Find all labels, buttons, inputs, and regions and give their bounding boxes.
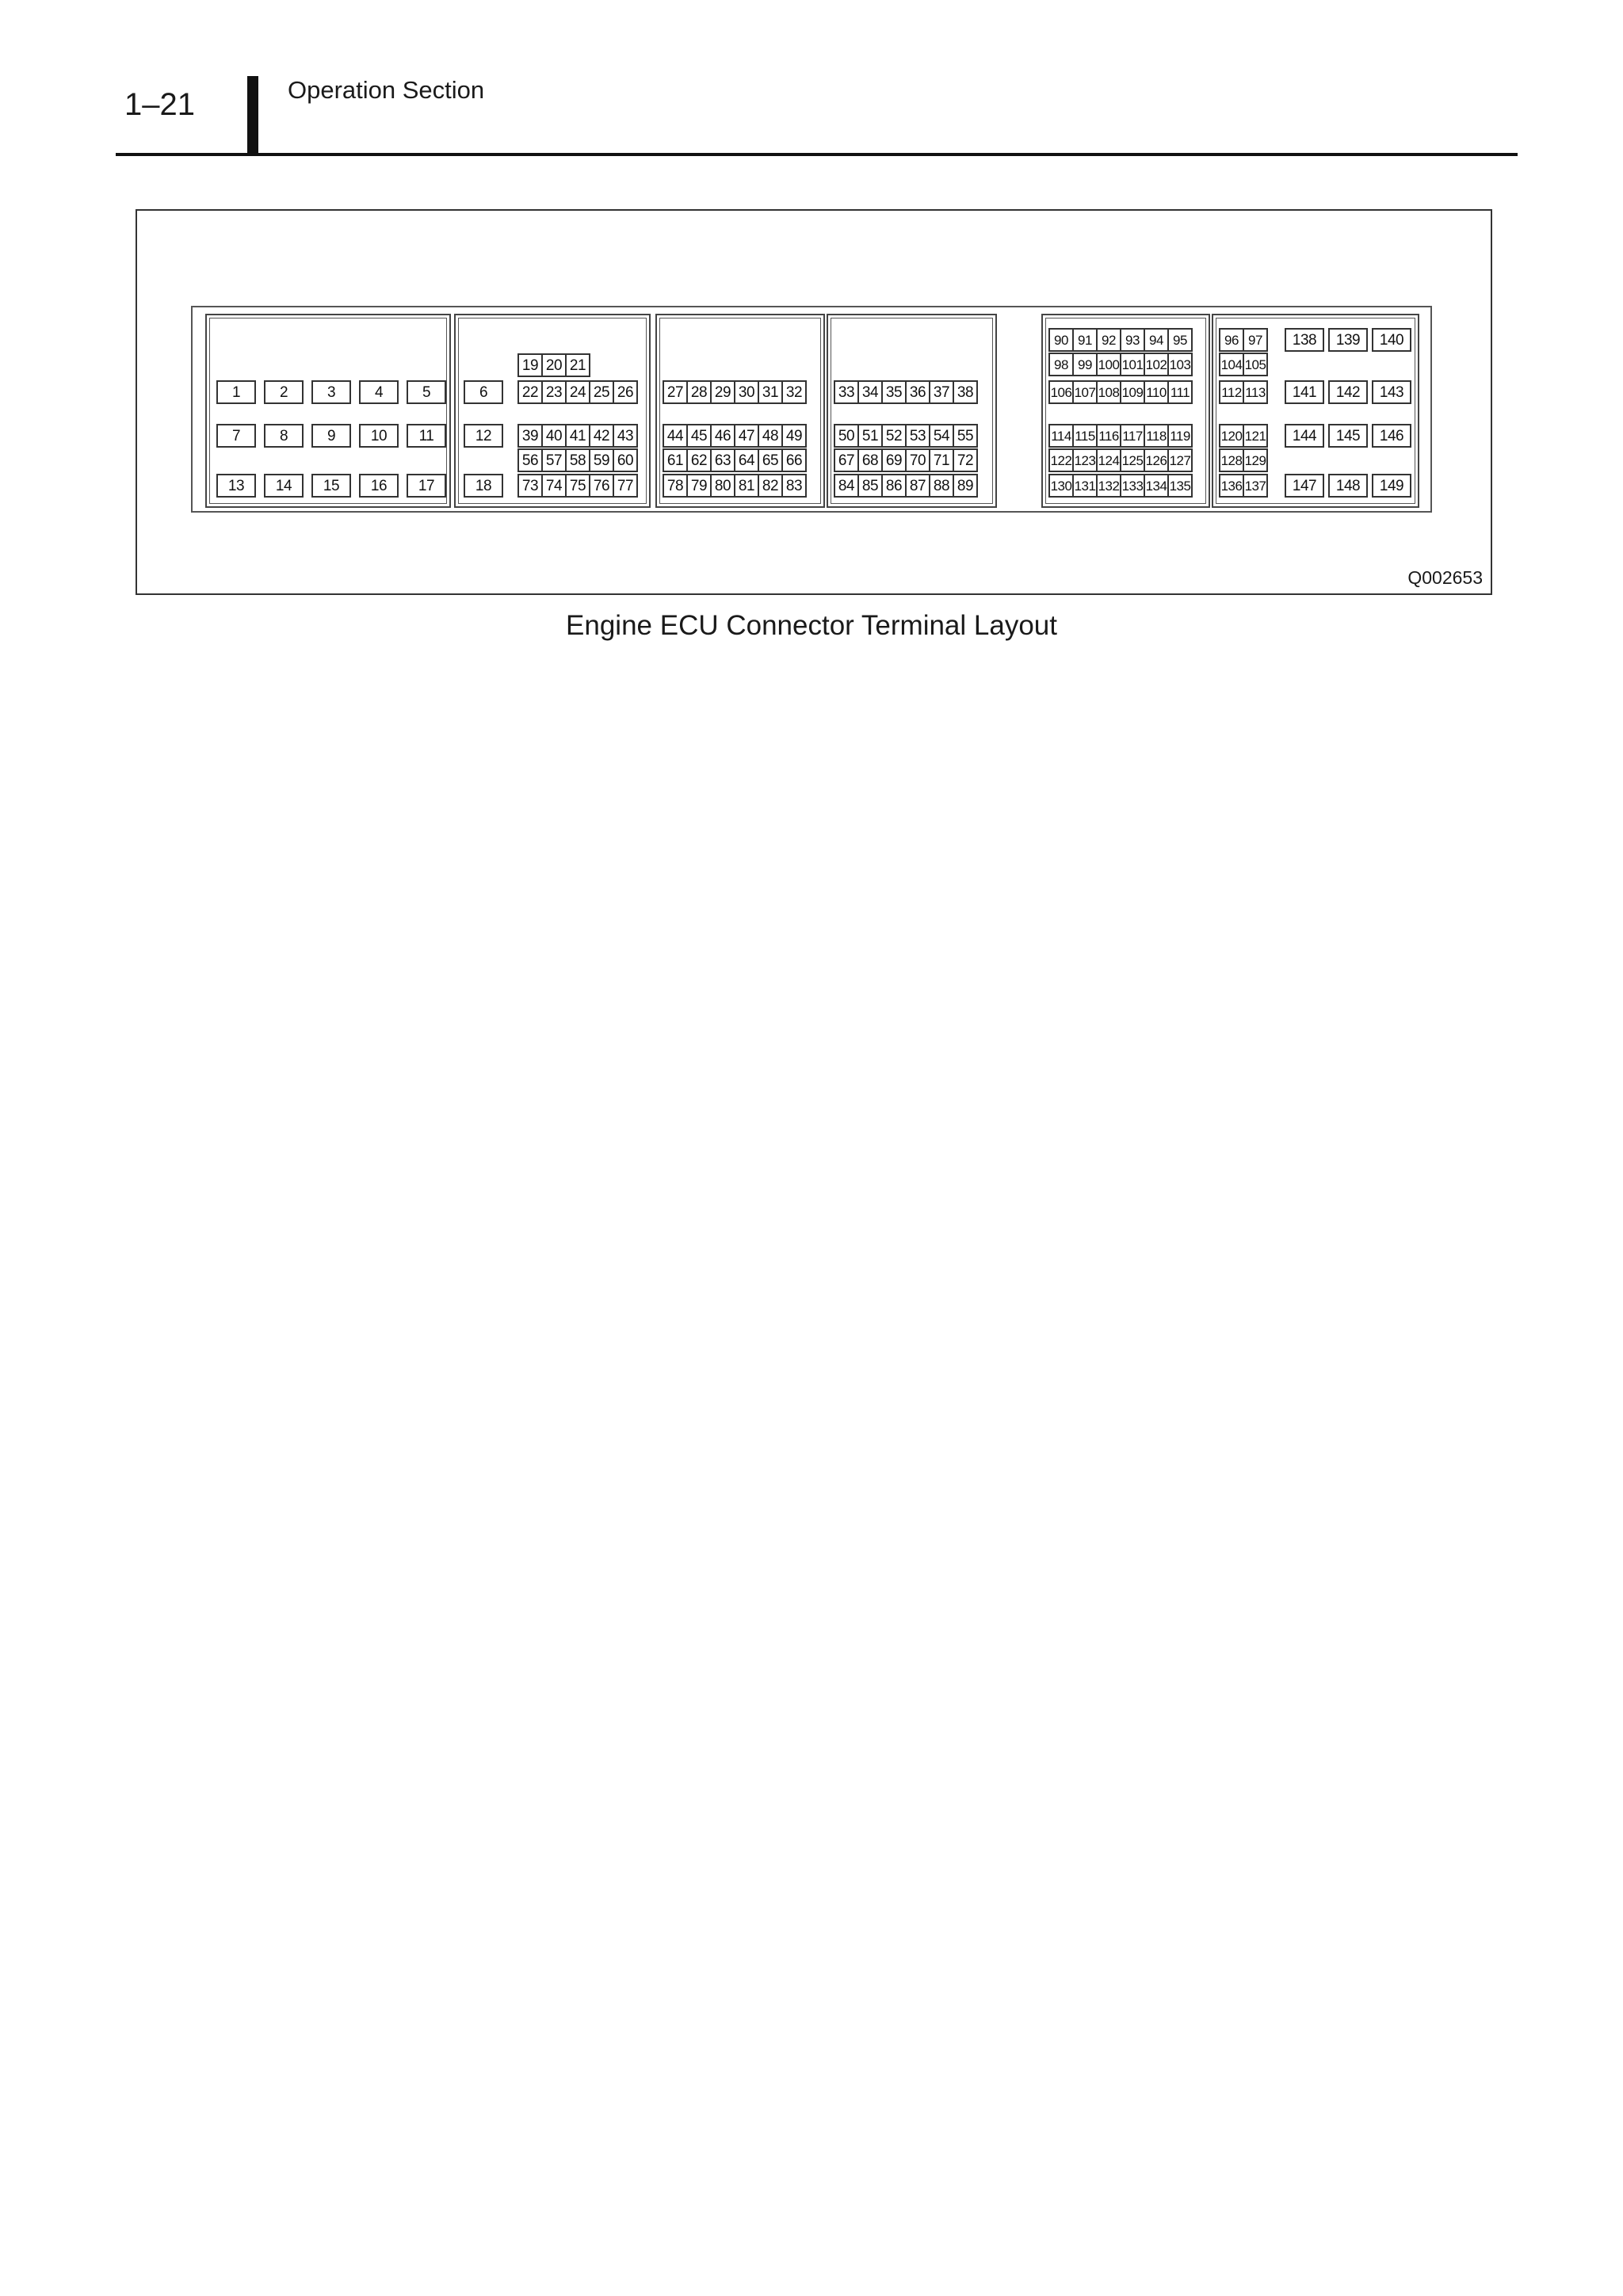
terminal-pin: 32 [781, 380, 807, 404]
terminal-pin: 17 [407, 474, 446, 498]
terminal-pin: 19 [517, 353, 543, 377]
terminal-pin: 105 [1243, 353, 1268, 376]
terminal-pin: 37 [929, 380, 954, 404]
connector-block [1212, 314, 1419, 508]
terminal-pin: 78 [663, 474, 688, 498]
terminal-pin: 12 [464, 424, 503, 448]
terminal-pin: 53 [905, 424, 930, 448]
terminal-pin: 135 [1167, 474, 1193, 498]
terminal-pin: 80 [710, 474, 735, 498]
terminal-pin: 121 [1243, 424, 1268, 448]
header-bar [247, 76, 258, 155]
terminal-pin: 126 [1144, 448, 1169, 472]
terminal-pin: 63 [710, 448, 735, 472]
terminal-pin: 59 [589, 448, 614, 472]
terminal-pin: 123 [1072, 448, 1098, 472]
terminal-pin: 31 [758, 380, 783, 404]
terminal-pin: 112 [1219, 380, 1244, 404]
terminal-pin: 13 [216, 474, 256, 498]
terminal-pin: 71 [929, 448, 954, 472]
terminal-pin: 83 [781, 474, 807, 498]
terminal-pin: 109 [1120, 380, 1145, 404]
terminal-pin: 26 [613, 380, 638, 404]
terminal-pin: 142 [1328, 380, 1368, 404]
terminal-pin: 145 [1328, 424, 1368, 448]
terminal-pin: 144 [1285, 424, 1324, 448]
terminal-pin: 74 [541, 474, 567, 498]
terminal-pin: 107 [1072, 380, 1098, 404]
terminal-pin: 65 [758, 448, 783, 472]
terminal-pin: 106 [1048, 380, 1074, 404]
terminal-pin: 146 [1372, 424, 1411, 448]
terminal-pin: 100 [1096, 353, 1121, 376]
terminal-pin: 91 [1072, 328, 1098, 352]
connector-block [1041, 314, 1210, 508]
terminal-pin: 130 [1048, 474, 1074, 498]
terminal-pin: 66 [781, 448, 807, 472]
terminal-pin: 87 [905, 474, 930, 498]
terminal-pin: 115 [1072, 424, 1098, 448]
terminal-pin: 72 [953, 448, 978, 472]
terminal-pin: 96 [1219, 328, 1244, 352]
terminal-pin: 11 [407, 424, 446, 448]
terminal-pin: 3 [311, 380, 351, 404]
terminal-pin: 60 [613, 448, 638, 472]
terminal-pin: 21 [565, 353, 590, 377]
terminal-pin: 49 [781, 424, 807, 448]
terminal-pin: 43 [613, 424, 638, 448]
terminal-pin: 44 [663, 424, 688, 448]
connector-block [454, 314, 651, 508]
terminal-pin: 39 [517, 424, 543, 448]
terminal-pin: 117 [1120, 424, 1145, 448]
figure-frame [136, 209, 1492, 595]
terminal-pin: 40 [541, 424, 567, 448]
terminal-pin: 75 [565, 474, 590, 498]
terminal-pin: 92 [1096, 328, 1121, 352]
terminal-pin: 58 [565, 448, 590, 472]
terminal-pin: 15 [311, 474, 351, 498]
connector-block [827, 314, 997, 508]
terminal-pin: 35 [881, 380, 907, 404]
terminal-pin: 90 [1048, 328, 1074, 352]
connector-block [655, 314, 825, 508]
terminal-pin: 114 [1048, 424, 1074, 448]
terminal-pin: 77 [613, 474, 638, 498]
terminal-pin: 122 [1048, 448, 1074, 472]
terminal-pin: 88 [929, 474, 954, 498]
terminal-pin: 99 [1072, 353, 1098, 376]
section-title: Operation Section [288, 76, 485, 104]
terminal-pin: 86 [881, 474, 907, 498]
terminal-pin: 38 [953, 380, 978, 404]
terminal-pin: 104 [1219, 353, 1244, 376]
terminal-pin: 22 [517, 380, 543, 404]
terminal-pin: 50 [834, 424, 859, 448]
terminal-pin: 28 [686, 380, 712, 404]
terminal-pin: 93 [1120, 328, 1145, 352]
header-rule [116, 153, 1518, 156]
terminal-pin: 52 [881, 424, 907, 448]
terminal-pin: 55 [953, 424, 978, 448]
terminal-pin: 18 [464, 474, 503, 498]
page-number: 1–21 [124, 87, 195, 122]
terminal-pin: 64 [734, 448, 759, 472]
terminal-pin: 136 [1219, 474, 1244, 498]
terminal-pin: 70 [905, 448, 930, 472]
terminal-pin: 141 [1285, 380, 1324, 404]
terminal-pin: 57 [541, 448, 567, 472]
terminal-pin: 94 [1144, 328, 1169, 352]
terminal-pin: 97 [1243, 328, 1268, 352]
terminal-pin: 79 [686, 474, 712, 498]
terminal-pin: 56 [517, 448, 543, 472]
terminal-pin: 2 [264, 380, 304, 404]
terminal-pin: 24 [565, 380, 590, 404]
terminal-pin: 67 [834, 448, 859, 472]
terminal-pin: 41 [565, 424, 590, 448]
terminal-pin: 116 [1096, 424, 1121, 448]
terminal-pin: 23 [541, 380, 567, 404]
terminal-pin: 81 [734, 474, 759, 498]
terminal-pin: 124 [1096, 448, 1121, 472]
terminal-pin: 76 [589, 474, 614, 498]
terminal-pin: 4 [359, 380, 399, 404]
terminal-pin: 82 [758, 474, 783, 498]
terminal-pin: 127 [1167, 448, 1193, 472]
terminal-pin: 119 [1167, 424, 1193, 448]
terminal-pin: 95 [1167, 328, 1193, 352]
terminal-pin: 85 [857, 474, 883, 498]
terminal-pin: 143 [1372, 380, 1411, 404]
terminal-pin: 125 [1120, 448, 1145, 472]
terminal-pin: 36 [905, 380, 930, 404]
terminal-pin: 69 [881, 448, 907, 472]
terminal-pin: 47 [734, 424, 759, 448]
terminal-pin: 61 [663, 448, 688, 472]
terminal-pin: 103 [1167, 353, 1193, 376]
terminal-pin: 51 [857, 424, 883, 448]
terminal-pin: 149 [1372, 474, 1411, 498]
connector-housing [191, 306, 1432, 513]
terminal-pin: 27 [663, 380, 688, 404]
terminal-pin: 133 [1120, 474, 1145, 498]
terminal-pin: 98 [1048, 353, 1074, 376]
terminal-pin: 137 [1243, 474, 1268, 498]
terminal-pin: 25 [589, 380, 614, 404]
terminal-pin: 139 [1328, 328, 1368, 352]
figure-id: Q002653 [1407, 567, 1483, 588]
terminal-pin: 10 [359, 424, 399, 448]
terminal-pin: 1 [216, 380, 256, 404]
terminal-pin: 8 [264, 424, 304, 448]
terminal-pin: 73 [517, 474, 543, 498]
terminal-pin: 20 [541, 353, 567, 377]
terminal-pin: 131 [1072, 474, 1098, 498]
terminal-pin: 62 [686, 448, 712, 472]
terminal-pin: 118 [1144, 424, 1169, 448]
terminal-pin: 101 [1120, 353, 1145, 376]
terminal-pin: 30 [734, 380, 759, 404]
terminal-pin: 29 [710, 380, 735, 404]
terminal-pin: 5 [407, 380, 446, 404]
terminal-pin: 138 [1285, 328, 1324, 352]
terminal-pin: 148 [1328, 474, 1368, 498]
terminal-pin: 34 [857, 380, 883, 404]
terminal-pin: 48 [758, 424, 783, 448]
terminal-pin: 140 [1372, 328, 1411, 352]
terminal-pin: 42 [589, 424, 614, 448]
terminal-pin: 68 [857, 448, 883, 472]
terminal-pin: 129 [1243, 448, 1268, 472]
terminal-pin: 16 [359, 474, 399, 498]
terminal-pin: 120 [1219, 424, 1244, 448]
figure-caption: Engine ECU Connector Terminal Layout [566, 610, 1057, 641]
terminal-pin: 89 [953, 474, 978, 498]
terminal-pin: 110 [1144, 380, 1169, 404]
terminal-pin: 54 [929, 424, 954, 448]
terminal-pin: 9 [311, 424, 351, 448]
terminal-pin: 108 [1096, 380, 1121, 404]
terminal-pin: 46 [710, 424, 735, 448]
terminal-pin: 84 [834, 474, 859, 498]
terminal-pin: 111 [1167, 380, 1193, 404]
connector-block [205, 314, 451, 508]
terminal-pin: 102 [1144, 353, 1169, 376]
terminal-pin: 147 [1285, 474, 1324, 498]
terminal-pin: 134 [1144, 474, 1169, 498]
terminal-pin: 128 [1219, 448, 1244, 472]
terminal-pin: 7 [216, 424, 256, 448]
terminal-pin: 113 [1243, 380, 1268, 404]
terminal-pin: 14 [264, 474, 304, 498]
terminal-pin: 6 [464, 380, 503, 404]
terminal-pin: 33 [834, 380, 859, 404]
terminal-pin: 45 [686, 424, 712, 448]
terminal-pin: 132 [1096, 474, 1121, 498]
